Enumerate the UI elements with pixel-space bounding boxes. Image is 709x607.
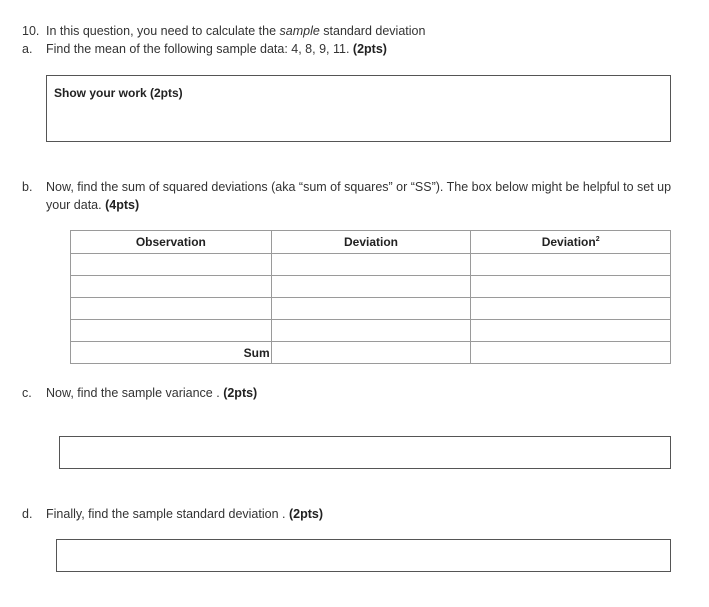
table-cell[interactable] [71, 254, 272, 276]
part-d-letter: d. [22, 507, 33, 521]
sum-label: Sum [71, 342, 272, 364]
table-row [71, 320, 671, 342]
part-a-answer-box[interactable] [46, 75, 671, 142]
table-cell[interactable] [271, 298, 471, 320]
header-deviation-squared: Deviation$^2$ [471, 231, 671, 254]
table-row [71, 276, 671, 298]
table-cell[interactable] [271, 254, 471, 276]
table-sum-row [71, 342, 671, 364]
table-cell[interactable] [471, 276, 671, 298]
part-a-letter: a. [22, 42, 33, 56]
part-a-prompt: Find the mean of the following sample data: 4, 8, 9, 11. (2pts) [46, 42, 387, 56]
part-c-answer-box[interactable] [59, 436, 671, 469]
table-row [71, 254, 671, 276]
table-cell[interactable] [271, 276, 471, 298]
table-cell[interactable] [471, 298, 671, 320]
table-header-row [71, 231, 671, 254]
header-observation: Observation [71, 231, 272, 254]
table-cell[interactable] [71, 298, 272, 320]
header-deviation: Deviation [271, 231, 471, 254]
part-b-prompt-line2: your data. (4pts) [46, 198, 140, 212]
part-a-box-label: Show your work (2pts) [54, 86, 183, 100]
table-cell[interactable] [71, 276, 272, 298]
table-cell[interactable] [271, 320, 471, 342]
table-cell[interactable] [471, 320, 671, 342]
question-intro: In this question, you need to calculate the sample standard deviation [46, 24, 426, 38]
question-number: 10. [22, 24, 40, 38]
table-cell[interactable] [71, 320, 272, 342]
part-d-answer-box[interactable] [56, 539, 671, 572]
part-c-prompt: Now, find the sample variance . (2pts) [46, 386, 258, 400]
deviation-table [70, 230, 671, 364]
part-b-letter: b. [22, 180, 33, 194]
sum-deviation-squared-cell[interactable] [471, 342, 671, 364]
table-row [71, 298, 671, 320]
table-cell[interactable] [471, 254, 671, 276]
part-c-letter: c. [22, 386, 32, 400]
part-d-prompt: Finally, find the sample standard deviation . (2pts) [46, 507, 323, 521]
sum-deviation-cell[interactable] [271, 342, 471, 364]
part-b-prompt-line1: Now, find the sum of squared deviations (aka “sum of squares” or “SS”). The box below might be helpful to set up [46, 180, 672, 194]
